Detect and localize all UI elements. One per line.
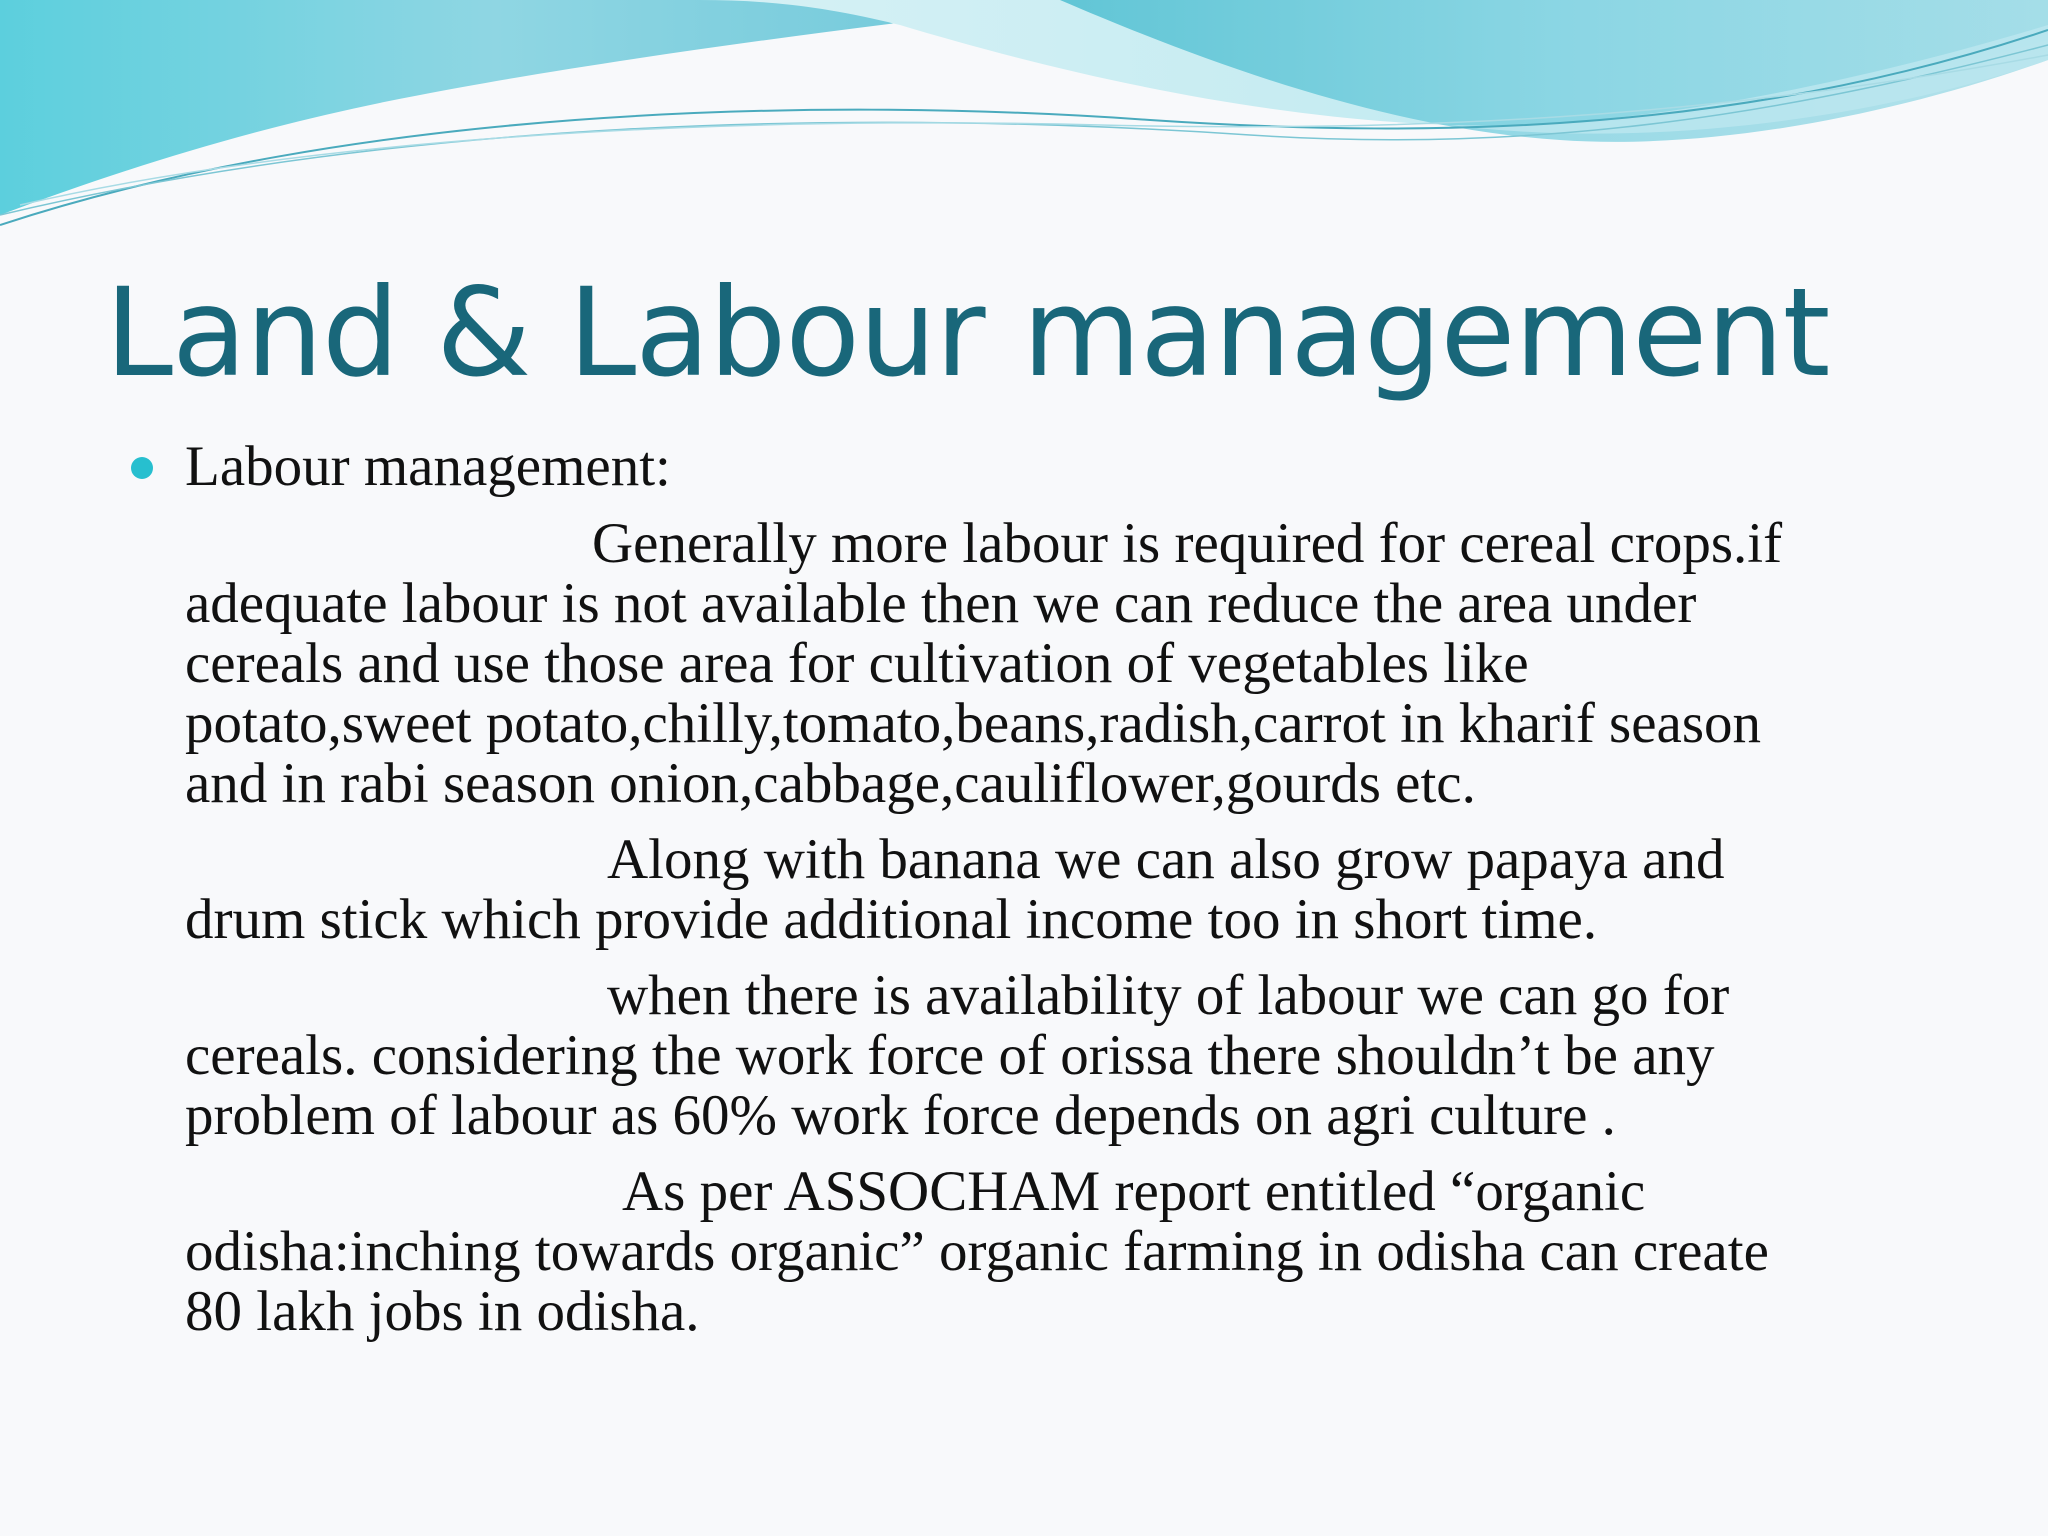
paragraph-assocham-report bbox=[185, 1162, 1945, 1342]
paragraph-banana-papaya bbox=[185, 830, 1945, 950]
bullet-heading: Labour management: bbox=[185, 435, 671, 498]
slide-title: Land & Labour management bbox=[105, 262, 1830, 404]
paragraph-line: when there is availability of labour we can go for bbox=[607, 964, 1730, 1027]
paragraph-line: Along with banana we can also grow papaya and bbox=[607, 828, 1725, 891]
paragraph-line: As per ASSOCHAM report entitled “organic bbox=[622, 1160, 1646, 1223]
paragraph-line: cereals and use those area for cultivation of vegetables like bbox=[185, 632, 1529, 695]
paragraph-cereal-crops bbox=[185, 514, 1945, 814]
paragraph-line: 80 lakh jobs in odisha. bbox=[185, 1280, 700, 1343]
bullet-dot-icon bbox=[131, 457, 153, 479]
paragraph-labour-availability bbox=[185, 966, 1945, 1146]
paragraph-line: cereals. considering the work force of orissa there shouldn’t be any bbox=[185, 1024, 1715, 1087]
paragraph-line: drum stick which provide additional income too in short time. bbox=[185, 888, 1598, 951]
header-wave-decoration bbox=[0, 0, 2048, 260]
paragraph-line: odisha:inching towards organic” organic farming in odisha can create bbox=[185, 1220, 1769, 1283]
paragraph-line: adequate labour is not available then we can reduce the area under bbox=[185, 572, 1697, 635]
paragraph-line: potato,sweet potato,chilly,tomato,beans,radish,carrot in kharif season bbox=[185, 692, 1762, 755]
paragraph-line: problem of labour as 60% work force depends on agri culture . bbox=[185, 1084, 1616, 1147]
paragraph-line: and in rabi season onion,cabbage,cauliflower,gourds etc. bbox=[185, 752, 1476, 815]
paragraph-line: Generally more labour is required for cereal crops.if bbox=[592, 512, 1783, 575]
